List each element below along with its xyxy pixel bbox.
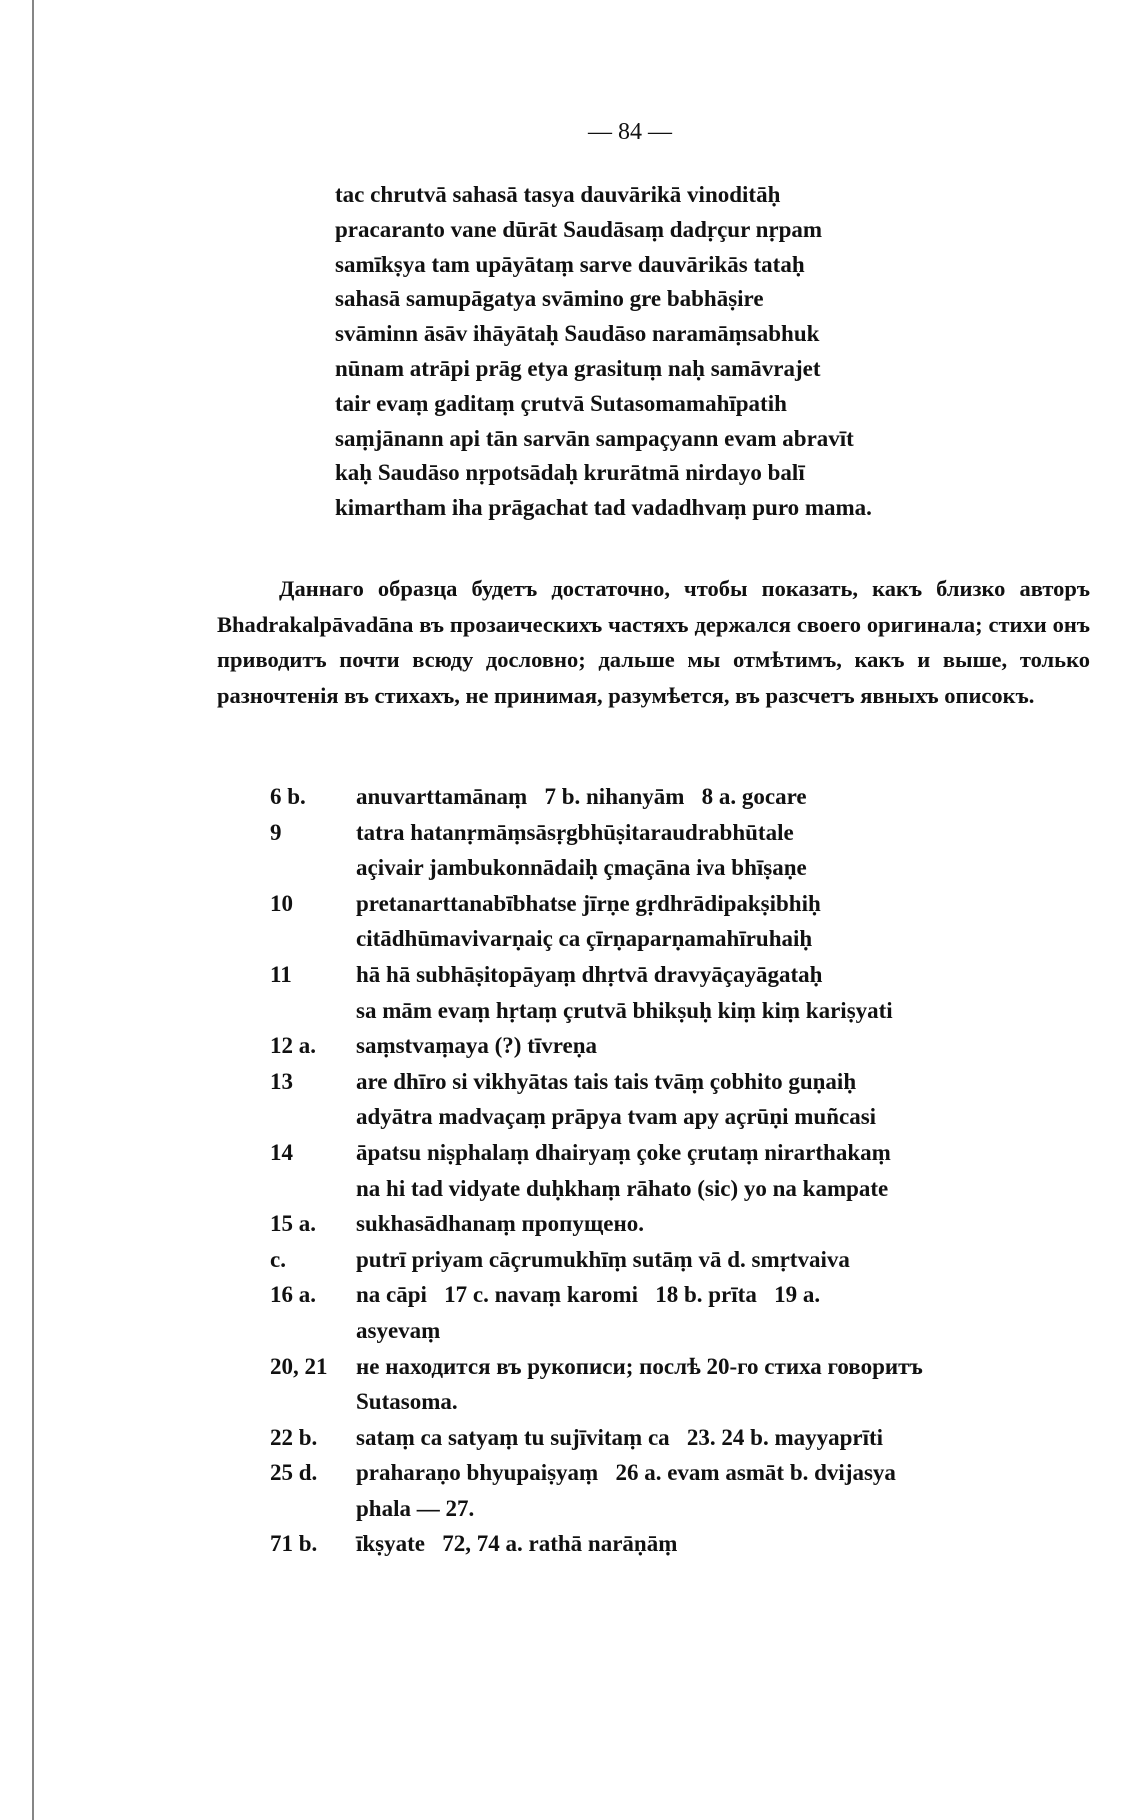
verse-reference: 16 a. [270, 1282, 316, 1308]
verse-reference: 11 [270, 961, 292, 987]
variant-reading-text: sukhasādhanaṃ пропущено. [356, 1211, 644, 1237]
variant-reading-row [270, 850, 1070, 886]
variant-reading-row [270, 1313, 1070, 1349]
variant-reading-text: are dhīro si vikhyātas tais tais tvāṃ çobhito guṇaiḥ [356, 1068, 857, 1094]
variant-reading-row [270, 1171, 1070, 1207]
verse-line: samīkṣya tam upāyātaṃ sarve dauvārikās tataḥ [335, 251, 805, 277]
verse-reference [270, 1384, 356, 1420]
verse-reference: 13 [270, 1068, 293, 1094]
variant-reading-text: citādhūmavivarṇaiç ca çīrṇaparṇamahīruhaiḥ [356, 926, 813, 952]
variant-reading-row [270, 1099, 1070, 1135]
verse-reference: 71 b. [270, 1531, 318, 1557]
variant-reading-text: putrī priyam cāçrumukhīṃ sutāṃ vā d. smṛtvaiva [356, 1246, 850, 1272]
variant-reading-text: açivair jambukonnādaiḥ çmaçāna iva bhīṣaṇe [356, 855, 807, 881]
commentary-text: Даннаго образца будетъ достаточно, чтобы показать, какъ близко авторъ Bhadrakalpāvadāna въ прозаическихъ частяхъ держался своего оригинала; стихи онъ приводитъ почти всюду дословно; дальше мы отмѣтимъ, какъ и выше, только разночтенія въ стихахъ, не принимая, разумѣется, въ разсчетъ явныхъ описокъ. [217, 576, 1090, 708]
verse-line: sahasā samupāgatya svāmino gre babhāṣire [335, 286, 764, 312]
variant-reading-row [270, 993, 1070, 1029]
verse-reference: 14 [270, 1139, 293, 1165]
variant-reading-text: adyātra madvaçaṃ prāpya tvam apy açrūṇi muñcasi [356, 1104, 877, 1130]
variant-reading-text: asyevaṃ [356, 1317, 441, 1343]
variant-reading-text: sa mām evaṃ hṛtaṃ çrutvā bhikṣuḥ kiṃ kiṃ kariṣyati [356, 997, 893, 1023]
variant-reading-row [270, 921, 1070, 957]
verse-reference: 9 [270, 819, 282, 845]
variant-readings-list [270, 779, 1070, 1562]
variant-reading-text: tatra hatanṛmāṃsāsṛgbhūṣitaraudrabhūtale [356, 819, 794, 845]
page-number: — 84 — [588, 119, 672, 145]
variant-reading-text: īkṣyate 72, 74 a. rathā narāṇāṃ [356, 1531, 678, 1557]
verse-reference: c. [270, 1246, 286, 1272]
verse-block [335, 178, 975, 526]
verse-reference [270, 850, 356, 886]
variant-reading-row [270, 957, 1070, 993]
verse-reference [270, 993, 356, 1029]
variant-reading-text: āpatsu niṣphalaṃ dhairyaṃ çoke çrutaṃ nirarthakaṃ [356, 1139, 891, 1165]
verse-reference [270, 1099, 356, 1135]
verse-line: tac chrutvā sahasā tasya dauvārikā vinoditāḥ [335, 182, 781, 207]
verse-reference: 6 b. [270, 784, 306, 809]
verse-reference [270, 1491, 356, 1527]
verse-line: saṃjānann api tān sarvān sampaçyann evam abravīt [335, 425, 854, 451]
variant-reading-row [270, 886, 1070, 922]
verse-line: svāminn āsāv ihāyātaḥ Saudāso naramāṃsabhuk [335, 321, 820, 347]
variant-reading-row [270, 1277, 1070, 1313]
verse-reference [270, 921, 356, 957]
variant-reading-text: не находится въ рукописи; послѣ 20-го стиха говоритъ [356, 1353, 923, 1379]
verse-reference: 20, 21 [270, 1353, 328, 1379]
commentary-paragraph [217, 571, 1090, 713]
variant-reading-text: anuvarttamānaṃ 7 b. nihanyām 8 a. gocare [356, 784, 807, 809]
variant-reading-row [270, 1384, 1070, 1420]
variant-reading-text: saṃstvaṃaya (?) tīvreṇa [356, 1033, 598, 1059]
variant-reading-text: praharaṇo bhyupaiṣyaṃ 26 a. evam asmāt b. dvijasya [356, 1460, 896, 1486]
variant-reading-row [270, 1420, 1070, 1456]
variant-reading-text: Sutasoma. [356, 1389, 458, 1415]
variant-reading-row [270, 1349, 1070, 1385]
variant-reading-row [270, 1064, 1070, 1100]
variant-reading-row [270, 779, 1070, 815]
variant-reading-text: sataṃ ca satyaṃ tu sujīvitaṃ ca 23. 24 b. mayyaprīti [356, 1424, 884, 1450]
verse-reference: 15 a. [270, 1211, 316, 1237]
verse-reference: 22 b. [270, 1424, 318, 1450]
verse-line: kimartham iha prāgachat tad vadadhvaṃ puro mama. [335, 495, 872, 521]
verse-reference: 25 d. [270, 1460, 318, 1486]
variant-reading-text: na hi tad vidyate duḥkhaṃ rāhato (sic) yo na kampate [356, 1175, 889, 1201]
verse-line: kaḥ Saudāso nṛpotsādaḥ krurātmā nirdayo balī [335, 460, 805, 486]
variant-reading-row [270, 1242, 1070, 1278]
variant-reading-text: pretanarttanabībhatse jīrṇe gṛdhrādipakṣibhiḥ [356, 890, 821, 916]
variant-reading-text: hā hā subhāṣitopāyaṃ dhṛtvā dravyāçayāgataḥ [356, 961, 823, 987]
variant-reading-text: na cāpi 17 c. navaṃ karomi 18 b. prīta 19 a. [356, 1282, 821, 1308]
verse-line: tair evaṃ gaditaṃ çrutvā Sutasomamahīpatih [335, 390, 787, 416]
verse-line: pracaranto vane dūrāt Saudāsaṃ dadṛçur nṛpam [335, 216, 823, 242]
variant-reading-row [270, 1028, 1070, 1064]
verse-reference [270, 1171, 356, 1207]
variant-reading-row [270, 815, 1070, 851]
variant-reading-row [270, 1491, 1070, 1527]
page-edge-line [32, 0, 34, 1820]
variant-reading-row [270, 1135, 1070, 1171]
verse-reference: 12 a. [270, 1033, 316, 1059]
variant-reading-row [270, 1526, 1070, 1562]
variant-reading-row [270, 1206, 1070, 1242]
verse-line: nūnam atrāpi prāg etya grasituṃ naḥ samāvrajet [335, 355, 821, 381]
verse-reference: 10 [270, 890, 293, 916]
variant-reading-row [270, 1455, 1070, 1491]
variant-reading-text: phala — 27. [356, 1495, 475, 1521]
verse-reference [270, 1313, 356, 1349]
